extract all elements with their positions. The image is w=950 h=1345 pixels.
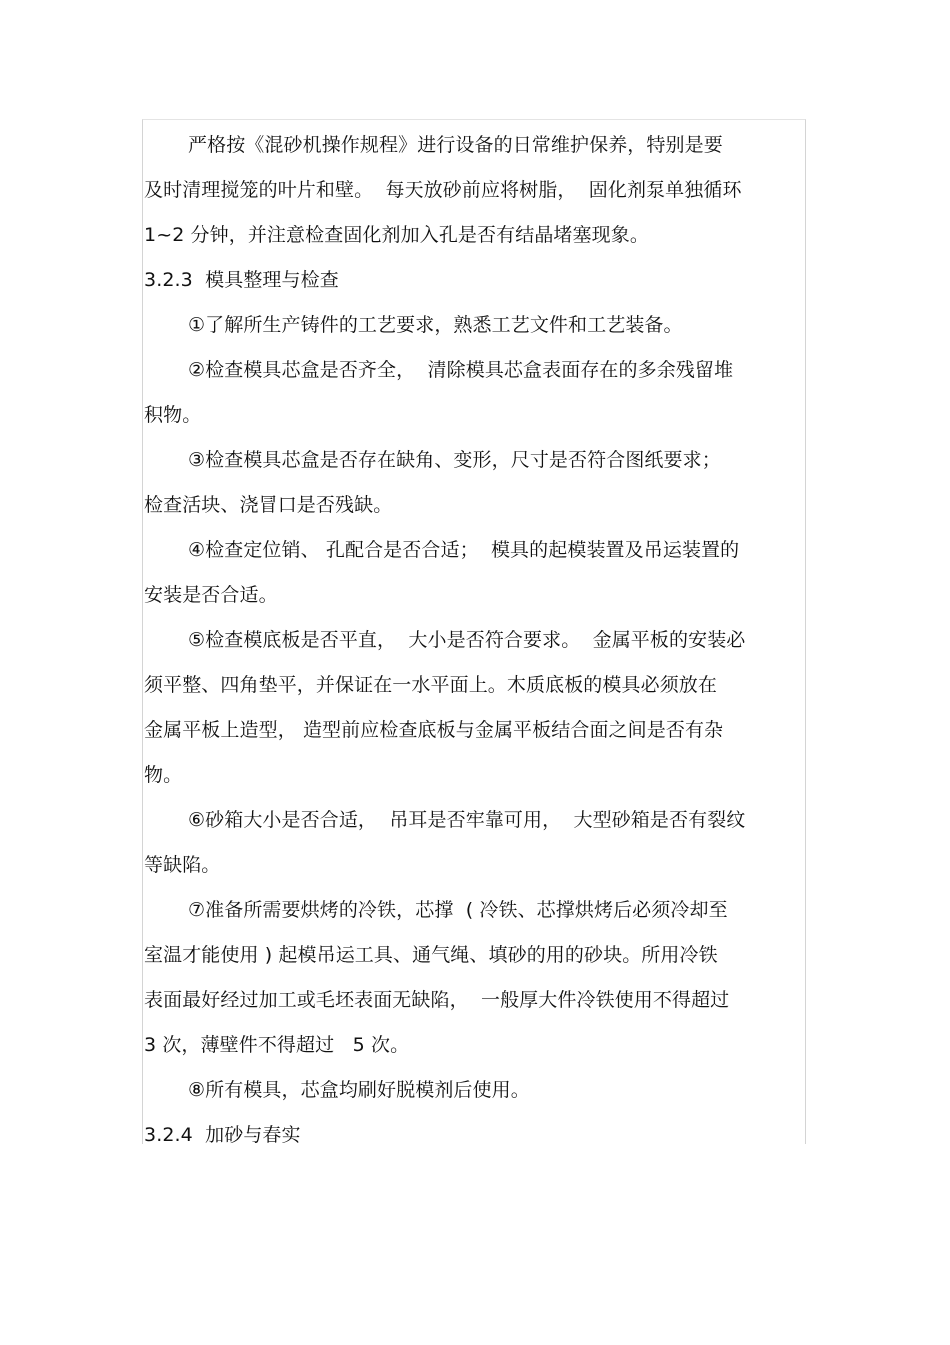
paragraph-line: 须平整、四角垫平，并保证在一水平面上。木质底板的模具必须放在 (144, 674, 718, 696)
paragraph-line: ⑥砂箱大小是否合适， 吊耳是否牢靠可用， 大型砂箱是否有裂纹 (188, 809, 746, 831)
paragraph-line: 物。 (144, 764, 183, 786)
paragraph-line: 及时清理搅笼的叶片和壁。 每天放砂前应将树脂， 固化剂泵单独循环 (144, 179, 742, 201)
paragraph-line: ⑧所有模具，芯盒均刷好脱模剂后使用。 (188, 1079, 530, 1101)
paragraph-line: 安装是否合适。 (144, 584, 278, 606)
paragraph-line: ④检查定位销、 孔配合是否合适； 模具的起模装置及吊运装置的 (188, 539, 740, 561)
paragraph-line: 等缺陷。 (144, 854, 221, 876)
section-heading: 3.2.4 加砂与春实 (144, 1124, 301, 1146)
paragraph-line: 检查活块、浇冒口是否残缺。 (144, 494, 393, 516)
paragraph-line: 金属平板上造型， 造型前应检查底板与金属平板结合面之间是否有杂 (144, 719, 724, 741)
paragraph-line: 3 次，薄壁件不得超过 5 次。 (144, 1034, 410, 1056)
paragraph-line: 表面最好经过加工或毛坯表面无缺陷， 一般厚大件冷铁使用不得超过 (144, 989, 730, 1011)
paragraph-line: 室温才能使用 ) 起模吊运工具、通气绳、填砂的用的砂块。所用冷铁 (144, 944, 718, 966)
paragraph-line: ①了解所生产铸件的工艺要求，熟悉工艺文件和工艺装备。 (188, 314, 683, 336)
paragraph-line: ②检查模具芯盒是否齐全， 清除模具芯盒表面存在的多余残留堆 (188, 359, 734, 381)
paragraph-line: 严格按《混砂机操作规程》进行设备的日常维护保养，特别是要 (188, 134, 723, 156)
paragraph-line: 1~2 分钟，并注意检查固化剂加入孔是否有结晶堵塞现象。 (144, 224, 649, 246)
paragraph-line: 积物。 (144, 404, 202, 426)
paragraph-line: ⑤检查模底板是否平直， 大小是否符合要求。 金属平板的安装必 (188, 629, 746, 651)
section-heading: 3.2.3 模具整理与检查 (144, 269, 339, 291)
paragraph-line: ⑦准备所需要烘烤的冷铁，芯撑 ( 冷铁、芯撑烘烤后必须冷却至 (188, 899, 728, 921)
paragraph-line: ③检查模具芯盒是否存在缺角、变形，尺寸是否符合图纸要求； (188, 449, 721, 471)
